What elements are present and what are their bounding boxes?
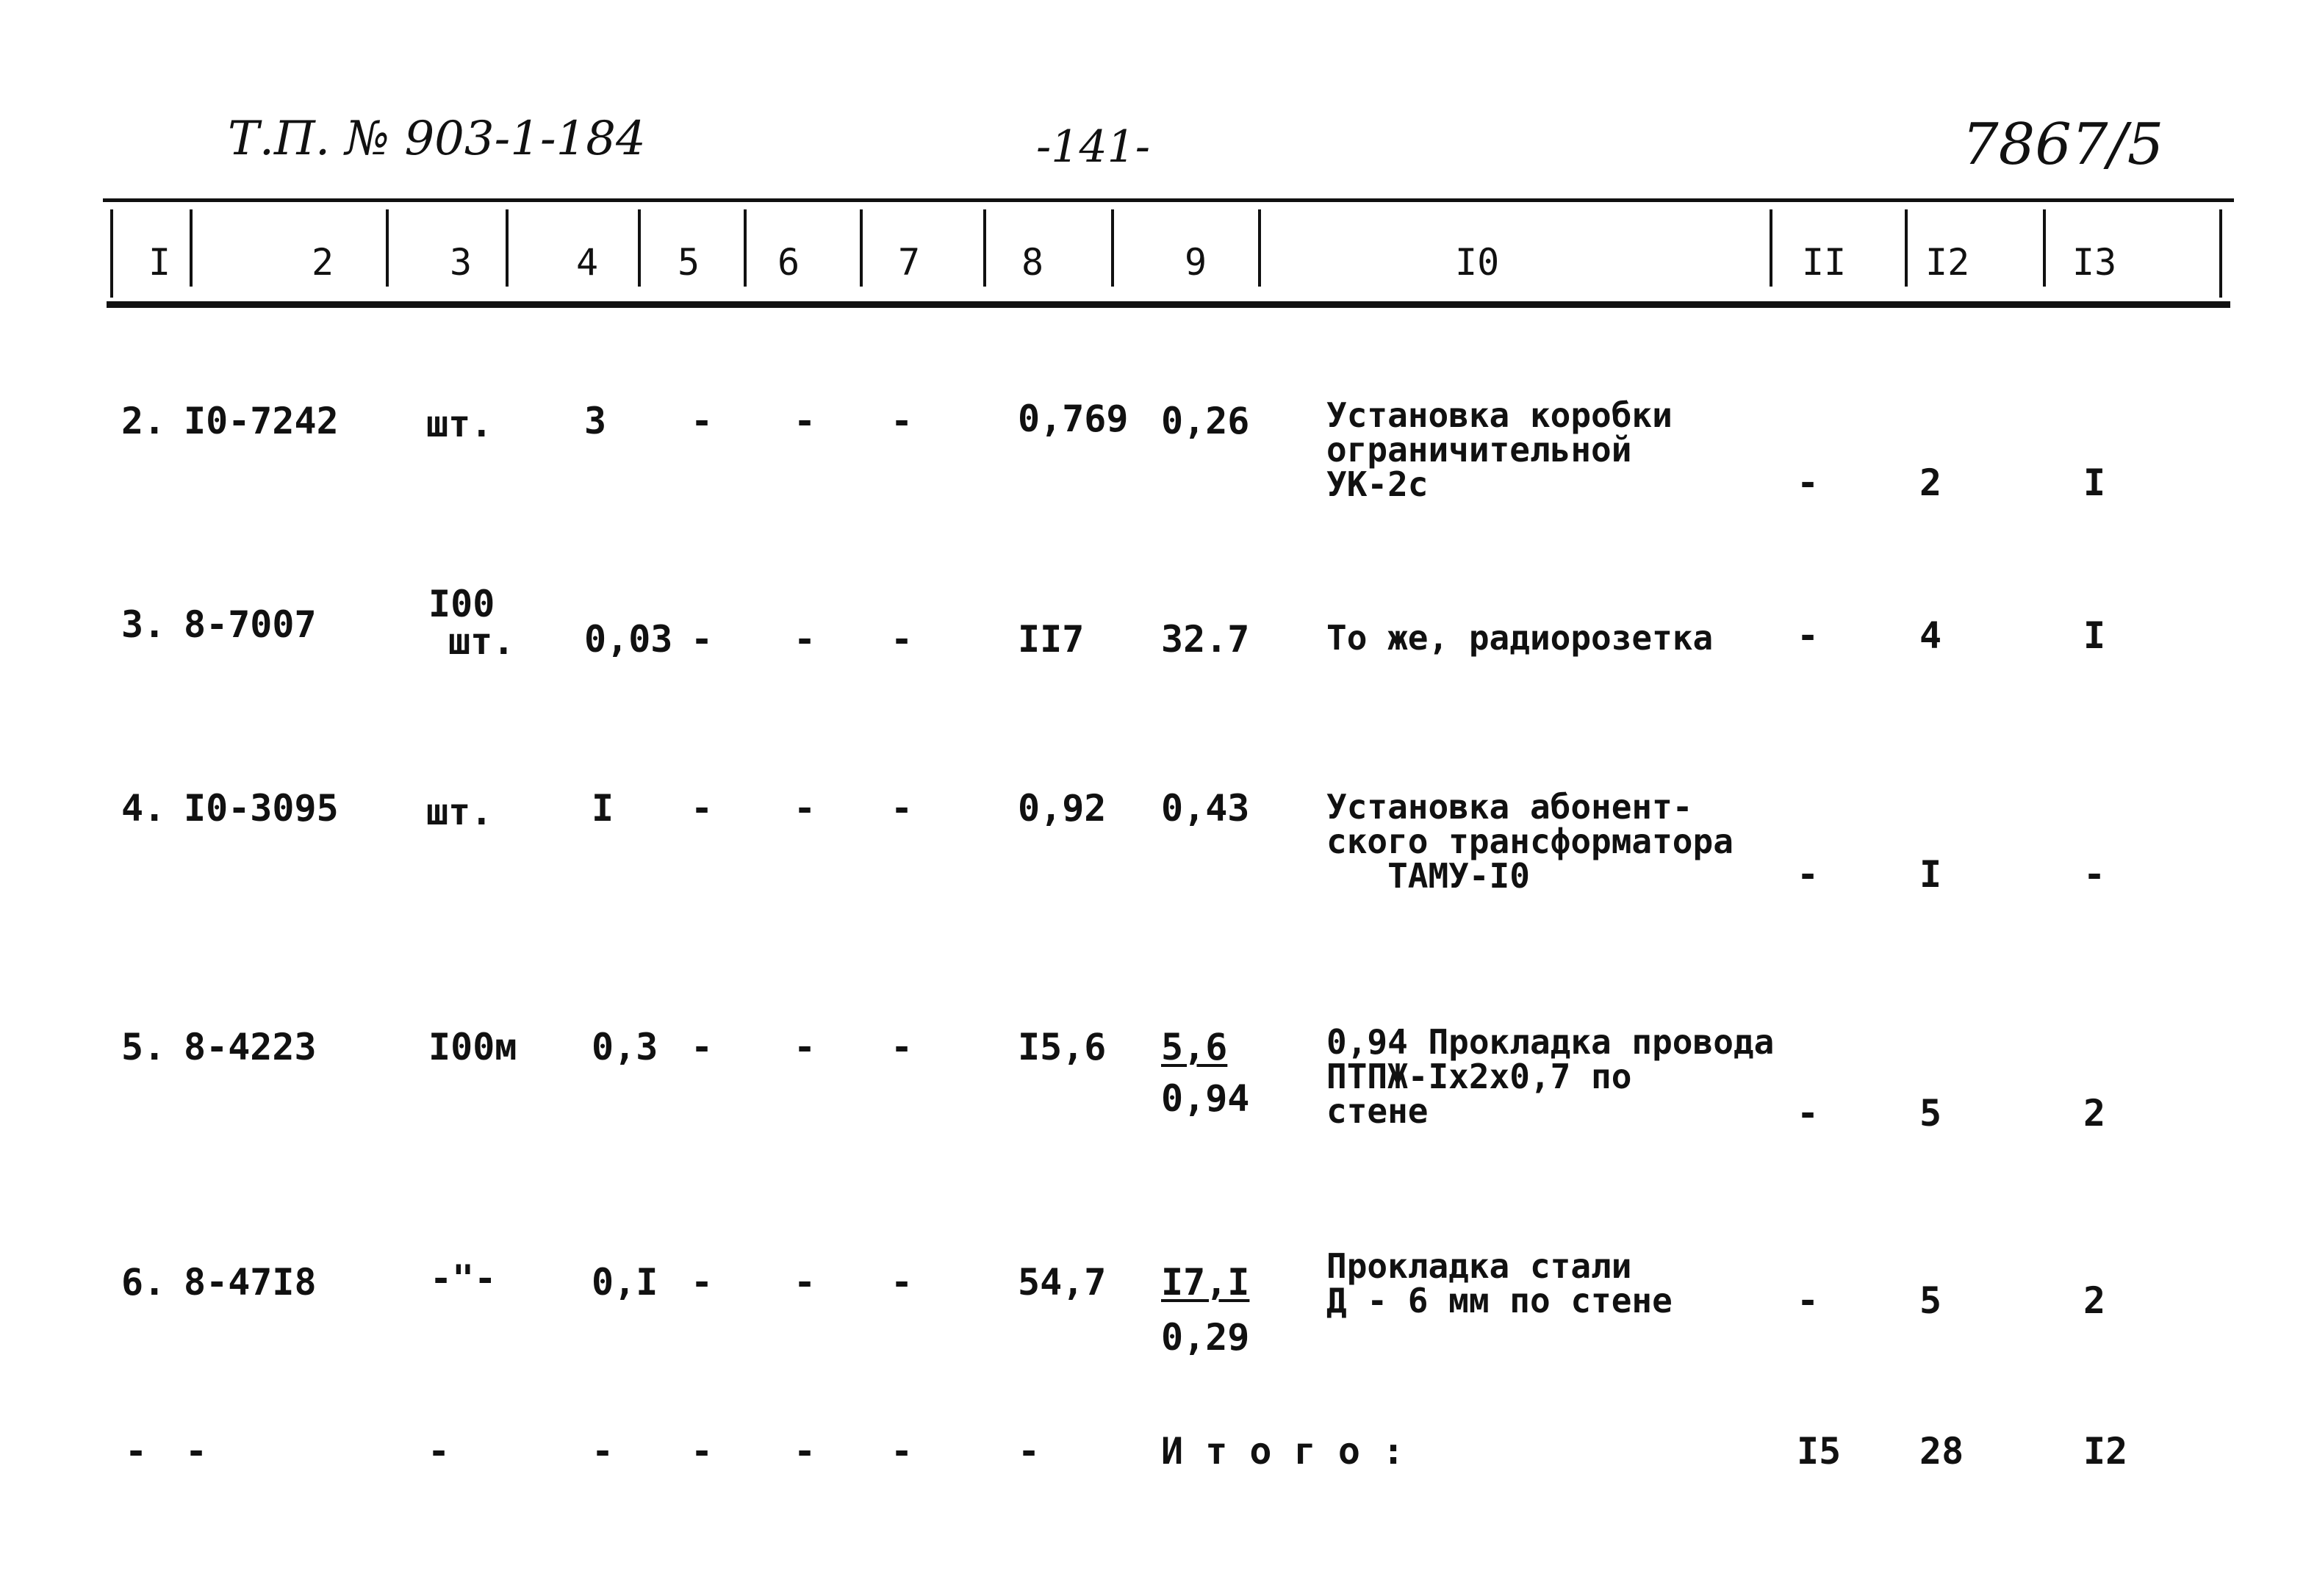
column-separator xyxy=(386,209,389,287)
col-11: - xyxy=(1797,614,1820,657)
unit: -"- xyxy=(430,1257,497,1300)
column-separator xyxy=(190,209,193,287)
col-6: - xyxy=(794,618,816,661)
col-6: - xyxy=(794,400,816,442)
col-5: - xyxy=(691,400,714,442)
total-dash-3: - xyxy=(428,1430,450,1473)
row-number: 4. xyxy=(121,787,166,830)
col-8: II7 xyxy=(1018,618,1085,661)
col-13: 2 xyxy=(2083,1092,2106,1135)
col-12: 4 xyxy=(1919,614,1942,657)
col-5: - xyxy=(691,618,714,661)
document-code: 7867/5 xyxy=(1962,112,2164,178)
col-7: - xyxy=(891,618,913,661)
work-description: То же, радиорозетка xyxy=(1326,618,1714,658)
column-header-10: I0 xyxy=(1455,241,1500,284)
quantity: 3 xyxy=(584,400,607,442)
col-5: - xyxy=(691,787,714,830)
unit: шт. xyxy=(426,403,493,445)
col-13: I xyxy=(2083,461,2106,504)
row-number: 6. xyxy=(121,1261,166,1304)
work-description: Установка коробки ограничительной УК-2с xyxy=(1326,395,1673,504)
column-header-1: I xyxy=(148,241,171,284)
quantity: 0,3 xyxy=(592,1026,658,1068)
column-header-9: 9 xyxy=(1185,241,1207,284)
col-8: I5,6 xyxy=(1018,1026,1107,1068)
col-7: - xyxy=(891,787,913,830)
col-9-numerator: 5,6 xyxy=(1161,1026,1228,1068)
row-number: 3. xyxy=(121,603,166,646)
work-description: Прокладка стали Д - 6 мм по стене xyxy=(1326,1246,1673,1320)
project-reference: Т.П. № 903-1-184 xyxy=(228,112,646,166)
table-header-bottom-rule xyxy=(107,301,2230,308)
col-6: - xyxy=(794,1026,816,1068)
column-header-2: 2 xyxy=(312,241,334,284)
total-label: И т о г о : xyxy=(1161,1430,1405,1473)
column-separator xyxy=(506,209,509,287)
col-13: - xyxy=(2083,853,2106,896)
col-11: - xyxy=(1797,461,1820,504)
price-code: I0-7242 xyxy=(184,400,339,442)
column-separator xyxy=(638,209,641,287)
column-separator xyxy=(2219,209,2222,298)
table-top-rule xyxy=(103,198,2234,202)
col-13: I xyxy=(2083,614,2106,657)
col-8: 0,769 xyxy=(1018,398,1129,440)
col-12: 2 xyxy=(1919,461,1942,504)
col-11: - xyxy=(1797,1279,1820,1322)
col-9-denominator: 0,29 xyxy=(1161,1316,1250,1359)
unit: I00 xyxy=(428,583,495,625)
column-header-3: 3 xyxy=(450,241,473,284)
work-description: 0,94 Прокладка провода ПТПЖ-Iх2х0,7 по стене xyxy=(1326,1022,1775,1131)
col-11: - xyxy=(1797,853,1820,896)
col-9: 0,43 xyxy=(1161,787,1250,830)
page-number: -141- xyxy=(1036,121,1151,173)
quantity: I xyxy=(592,787,614,830)
column-separator xyxy=(1111,209,1114,287)
col-11: - xyxy=(1797,1092,1820,1135)
column-header-8: 8 xyxy=(1021,241,1044,284)
col-5: - xyxy=(691,1026,714,1068)
col-9: 0,26 xyxy=(1161,400,1250,442)
column-header-12: I2 xyxy=(1925,241,1970,284)
column-separator xyxy=(983,209,986,287)
total-dash-4: - xyxy=(592,1430,614,1473)
col-12: I xyxy=(1919,853,1942,896)
column-separator xyxy=(1258,209,1261,287)
unit-line-2: шт. xyxy=(448,620,515,663)
unit: шт. xyxy=(426,791,493,833)
col-7: - xyxy=(891,1261,913,1304)
column-separator xyxy=(2043,209,2046,287)
col-9: 32.7 xyxy=(1161,618,1250,661)
column-separator xyxy=(110,209,113,298)
total-dash-1: - xyxy=(125,1430,148,1473)
total-dash-8: - xyxy=(1018,1430,1041,1473)
col-7: - xyxy=(891,400,913,442)
column-header-4: 4 xyxy=(576,241,599,284)
total-col-11: I5 xyxy=(1797,1430,1842,1473)
column-separator xyxy=(860,209,863,287)
row-number: 2. xyxy=(121,400,166,442)
price-code: 8-4223 xyxy=(184,1026,317,1068)
col-13: 2 xyxy=(2083,1279,2106,1322)
col-6: - xyxy=(794,787,816,830)
column-header-6: 6 xyxy=(777,241,800,284)
column-separator xyxy=(744,209,747,287)
total-dash-2: - xyxy=(185,1430,208,1473)
unit: I00м xyxy=(428,1026,517,1068)
column-header-13: I3 xyxy=(2072,241,2117,284)
col-8: 0,92 xyxy=(1018,787,1107,830)
col-12: 5 xyxy=(1919,1092,1942,1135)
price-code: I0-3095 xyxy=(184,787,339,830)
total-dash-7: - xyxy=(891,1430,913,1473)
col-5: - xyxy=(691,1261,714,1304)
column-header-7: 7 xyxy=(898,241,921,284)
price-code: 8-7007 xyxy=(184,603,317,646)
row-number: 5. xyxy=(121,1026,166,1068)
total-col-12: 28 xyxy=(1919,1430,1964,1473)
column-header-5: 5 xyxy=(678,241,700,284)
col-12: 5 xyxy=(1919,1279,1942,1322)
col-8: 54,7 xyxy=(1018,1261,1107,1304)
total-dash-5: - xyxy=(691,1430,714,1473)
total-dash-6: - xyxy=(794,1430,816,1473)
quantity: 0,I xyxy=(592,1261,658,1304)
quantity: 0,03 xyxy=(584,618,673,661)
col-9-numerator: I7,I xyxy=(1161,1261,1250,1304)
column-separator xyxy=(1770,209,1772,287)
total-col-13: I2 xyxy=(2083,1430,2128,1473)
column-separator xyxy=(1905,209,1908,287)
column-header-11: II xyxy=(1802,241,1847,284)
work-description: Установка абонент- ского трансформатора ТАМУ-I0 xyxy=(1326,787,1734,896)
col-6: - xyxy=(794,1261,816,1304)
price-code: 8-47I8 xyxy=(184,1261,317,1304)
col-7: - xyxy=(891,1026,913,1068)
col-9-denominator: 0,94 xyxy=(1161,1077,1250,1120)
